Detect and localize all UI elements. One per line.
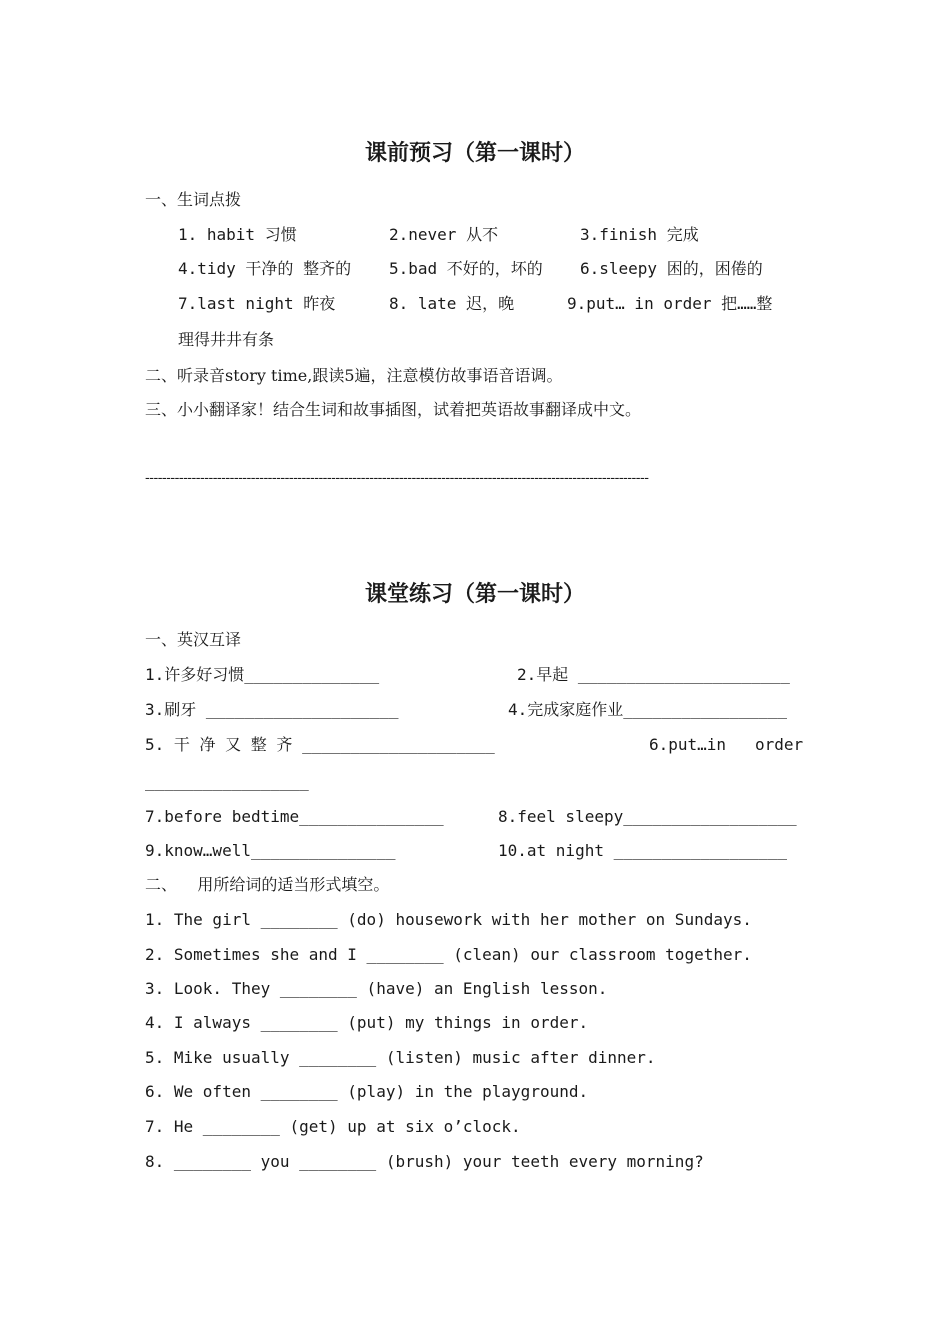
practice-section-translate-heading: 一、英汉互译	[145, 630, 242, 649]
section-divider: -----------------------------------------------------------------------------------------------------------------------	[145, 470, 649, 486]
vocab-item: 4.tidy 干净的 整齐的	[178, 259, 352, 278]
translate-item: 4.完成家庭作业_________________	[508, 700, 788, 719]
fill-item: 7. He ________ (get) up at six o’clock.	[145, 1117, 521, 1136]
vocab-item: 9.put… in order 把……整	[567, 294, 773, 313]
fill-item: 2. Sometimes she and I ________ (clean) our classroom together.	[145, 945, 752, 964]
fill-item: 1. The girl ________ (do) housework with her mother on Sundays.	[145, 910, 752, 929]
preview-section-translate: 三、小小翻译家！结合生词和故事插图，试着把英语故事翻译成中文。	[145, 400, 642, 419]
translate-item: 1.许多好习惯______________	[145, 665, 380, 684]
translate-item: 5. 干 净 又 整 齐 ____________________	[145, 735, 495, 754]
vocab-item: 1. habit 习惯	[178, 225, 297, 244]
fill-item: 4. I always ________ (put) my things in order.	[145, 1013, 589, 1032]
vocab-item: 8. late 迟，晚	[389, 294, 515, 313]
vocab-item: 2.never 从不	[389, 225, 499, 244]
translate-item: 8.feel sleepy__________________	[498, 807, 797, 826]
translate-item: 7.before bedtime_______________	[145, 807, 444, 826]
translate-item: 10.at night __________________	[498, 841, 787, 860]
fill-item: 8. ________ you ________ (brush) your teeth every morning?	[145, 1152, 704, 1171]
translate-item: 2.早起 ______________________	[517, 665, 790, 684]
vocab-item: 7.last night 昨夜	[178, 294, 336, 313]
practice-title: 课堂练习（第一课时）	[364, 582, 585, 607]
translate-item-blank: _________________	[145, 772, 309, 791]
fill-item: 6. We often ________ (play) in the playground.	[145, 1082, 589, 1101]
translate-item: 6.put…in order	[649, 735, 804, 754]
fill-item: 5. Mike usually ________ (listen) music after dinner.	[145, 1048, 656, 1067]
translate-item: 3.刷牙 ____________________	[145, 700, 399, 719]
vocab-item-continuation: 理得井井有条	[178, 330, 275, 349]
translate-item: 9.know…well_______________	[145, 841, 396, 860]
preview-section-vocab-heading: 一、生词点拨	[145, 190, 242, 209]
vocab-item: 3.finish 完成	[580, 225, 699, 244]
preview-title: 课前预习（第一课时）	[364, 141, 585, 166]
vocab-item: 6.sleepy 困的，困倦的	[580, 259, 763, 278]
preview-section-listen: 二、听录音story time,跟读5遍，注意模仿故事语音语调。	[145, 366, 563, 385]
practice-section-fill-heading: 二、 用所给词的适当形式填空。	[145, 875, 390, 894]
fill-item: 3. Look. They ________ (have) an English lesson.	[145, 979, 608, 998]
vocab-item: 5.bad 不好的，坏的	[389, 259, 543, 278]
